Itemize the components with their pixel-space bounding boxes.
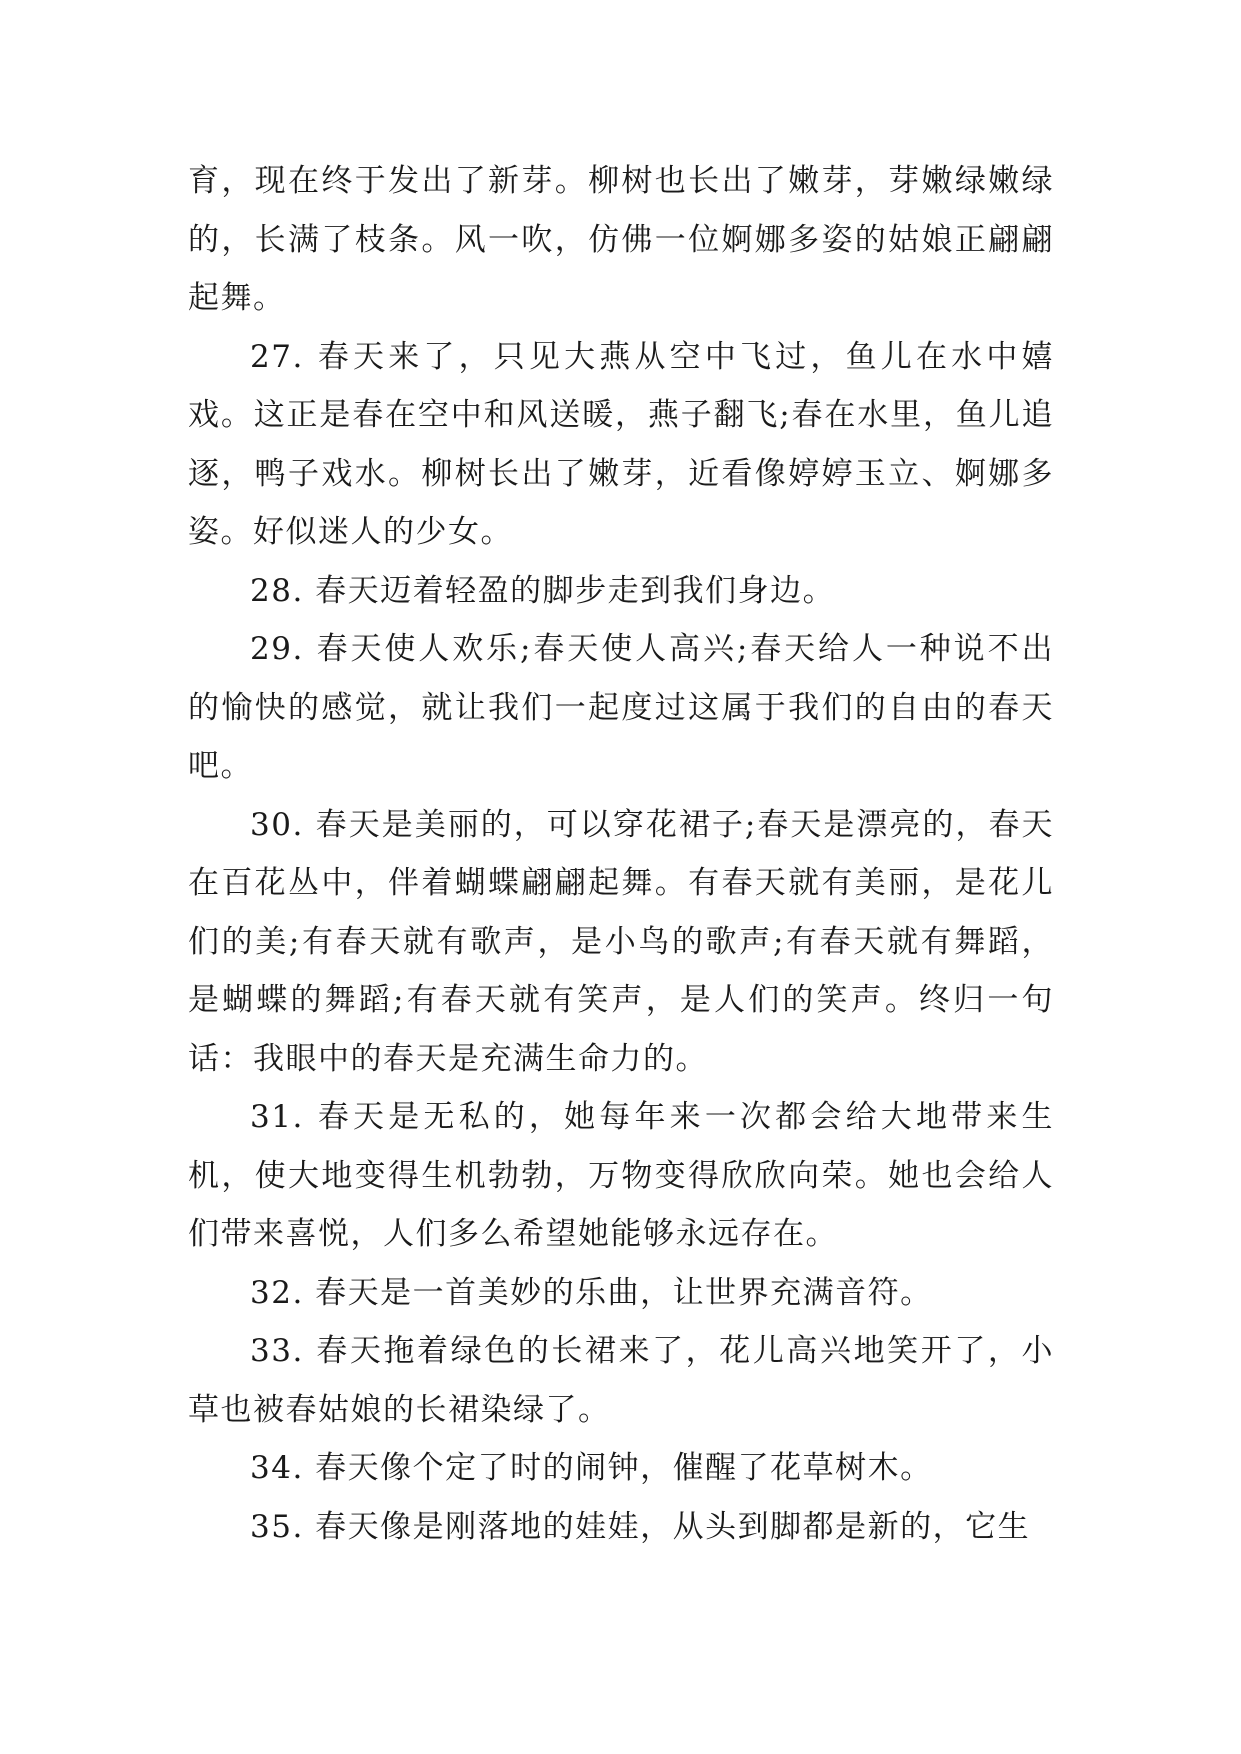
paragraph-32: 32. 春天是一首美妙的乐曲，让世界充满音符。 bbox=[250, 1274, 933, 1311]
paragraph-34: 34. 春天像个定了时的闹钟，催醒了花草树木。 bbox=[250, 1450, 933, 1486]
paragraph-continued: 育，现在终于发出了新芽。柳树也长出了嫩芽，芽嫩绿嫩绿的，长满了枝条。风一吹，仿佛一位婀娜多姿的姑娘正翩翩起舞。 bbox=[188, 163, 1054, 316]
paragraph-35: 35. 春天像是刚落地的娃娃，从头到脚都是新的，它生 bbox=[250, 1508, 1031, 1545]
paragraph-29: 29. 春天使人欢乐;春天使人高兴;春天给人一种说不出的愉快的感觉，就让我们一起度过这属于我们的自由的春天吧。 bbox=[188, 631, 1054, 784]
paragraph-30: 30. 春天是美丽的，可以穿花裙子;春天是漂亮的，春天在百花丛中，伴着蝴蝶翩翩起舞。有春天就有美丽，是花儿们的美;有春天就有歌声，是小鸟的歌声;有春天就有舞蹈，是蝴蝶的舞蹈;有春天就有笑声，是人们的笑声。终归一句话：我眼中的春天是充满生命力的。 bbox=[188, 806, 1054, 1077]
paragraph-31: 31. 春天是无私的，她每年来一次都会给大地带来生机，使大地变得生机勃勃，万物变得欣欣向荣。她也会给人们带来喜悦，人们多么希望她能够永远存在。 bbox=[188, 1099, 1054, 1252]
document-body bbox=[188, 152, 1054, 1556]
paragraph-28: 28. 春天迈着轻盈的脚步走到我们身边。 bbox=[250, 572, 836, 609]
paragraph-27: 27. 春天来了，只见大燕从空中飞过，鱼儿在水中嬉戏。这正是春在空中和风送暖，燕子翻飞;春在水里，鱼儿追逐，鸭子戏水。柳树长出了嫩芽，近看像婷婷玉立、婀娜多姿。好似迷人的少女。 bbox=[188, 338, 1054, 550]
paragraph-33: 33. 春天拖着绿色的长裙来了，花儿高兴地笑开了，小草也被春姑娘的长裙染绿了。 bbox=[188, 1333, 1054, 1428]
